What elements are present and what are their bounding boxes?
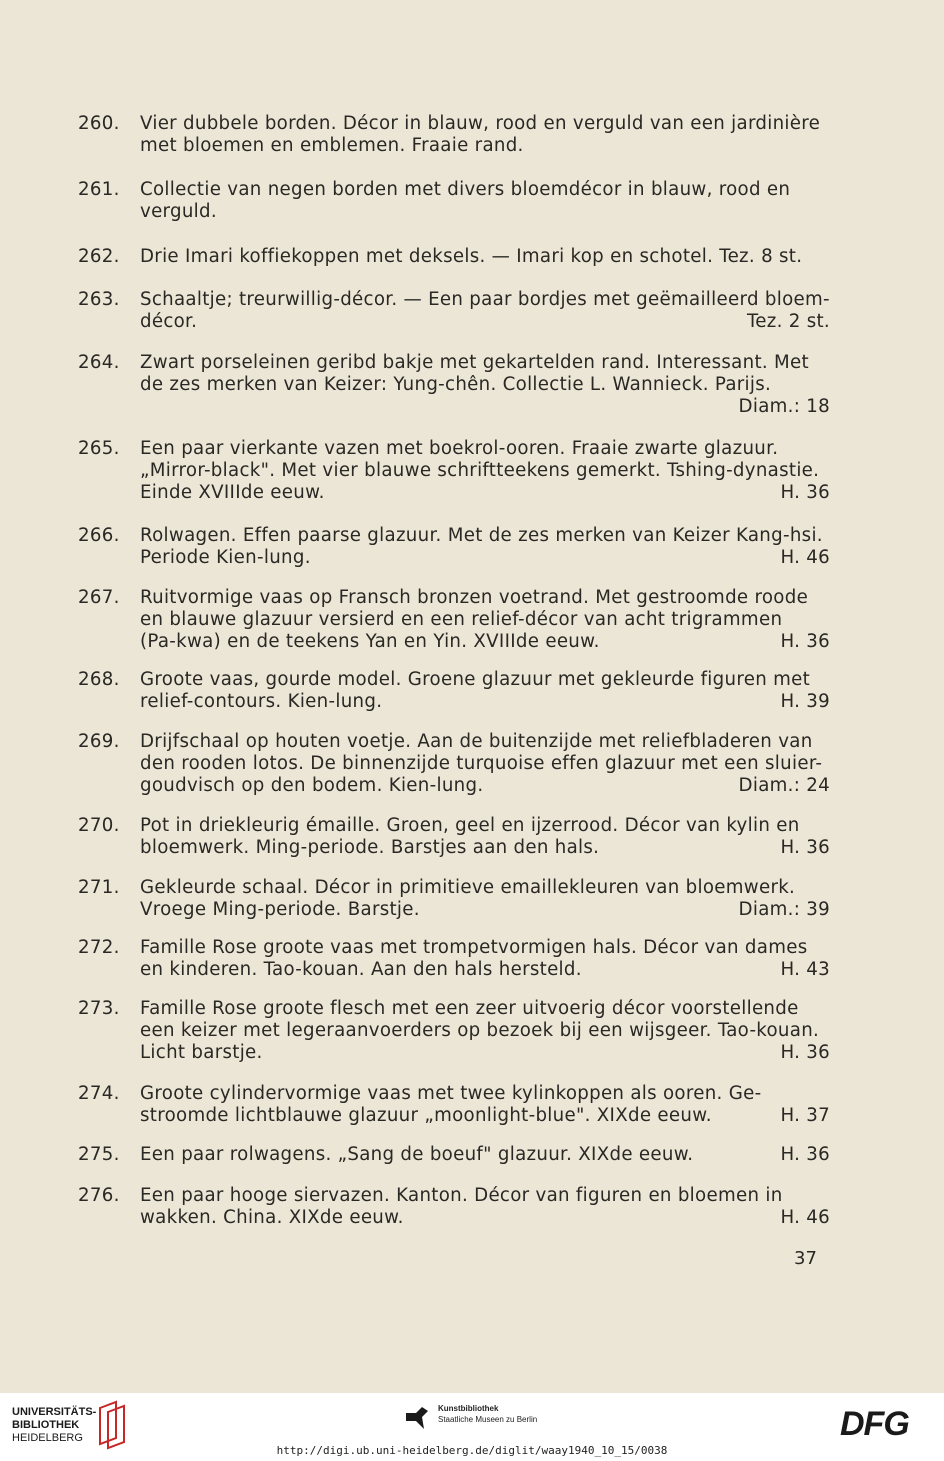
entry-number: 271. xyxy=(78,877,120,898)
entry-line: goudvisch op den bodem. Kien-lung. xyxy=(140,775,484,796)
entry-line: Famille Rose groote flesch met een zeer uitvoerig décor voorstellende xyxy=(140,998,799,1019)
entry-number: 274. xyxy=(78,1083,120,1104)
entry-description xyxy=(140,113,838,157)
entry-line: en blauwe glazuur versierd en een relief-décor van acht trigrammen xyxy=(140,609,783,630)
entry-description xyxy=(140,877,838,921)
kb-subtitle: Staatliche Museen zu Berlin xyxy=(438,1415,538,1424)
entry-measurement: H. 39 xyxy=(780,691,830,712)
entry-number: 270. xyxy=(78,815,120,836)
entry-line: Vier dubbele borden. Décor in blauw, rood en verguld van een jardinière xyxy=(140,113,821,134)
entry-line: Collectie van negen borden met divers bloemdécor in blauw, rood en xyxy=(140,179,791,200)
entry-line: de zes merken van Keizer: Yung-chên. Collectie L. Wannieck. Parijs. xyxy=(140,374,772,395)
entry-description xyxy=(140,438,838,504)
entry-description xyxy=(140,587,838,653)
catalog-entry xyxy=(78,1083,838,1127)
entry-measurement: H. 36 xyxy=(780,1042,830,1063)
page-number: 37 xyxy=(794,1248,817,1269)
entry-description xyxy=(140,289,838,333)
kunstbibliothek-label[interactable] xyxy=(438,1403,537,1425)
entry-line: en kinderen. Tao-kouan. Aan den hals hersteld. xyxy=(140,959,582,980)
entry-line: Groote cylindervormige vaas met twee kylinkoppen als ooren. Ge- xyxy=(140,1083,762,1104)
ub-line-2: BIBLIOTHEK xyxy=(12,1419,80,1431)
catalog-entry xyxy=(78,289,838,333)
entry-line: Famille Rose groote vaas met trompetvormigen hals. Décor van dames xyxy=(140,937,808,958)
catalog-entry xyxy=(78,937,838,981)
entry-description xyxy=(140,937,838,981)
catalog-entry xyxy=(78,246,838,268)
entry-line: Zwart porseleinen geribd bakje met gekartelden rand. Interessant. Met xyxy=(140,352,809,373)
entry-line: décor. xyxy=(140,311,198,332)
entry-measurement: H. 36 xyxy=(780,1144,830,1165)
entry-measurement: Diam.: 24 xyxy=(738,775,830,796)
catalog-entry xyxy=(78,731,838,797)
entry-measurement: Tez. 2 st. xyxy=(746,311,830,332)
kunstbibliothek-logo-icon[interactable] xyxy=(404,1405,430,1431)
entry-line: Ruitvormige vaas op Fransch bronzen voetrand. Met gestroomde roode xyxy=(140,587,809,608)
ub-line-3: HEIDELBERG xyxy=(12,1432,83,1444)
catalog-entry xyxy=(78,1185,838,1229)
entry-line: Drie Imari koffiekoppen met deksels. — Imari kop en schotel. Tez. 8 st. xyxy=(140,246,803,267)
entry-number: 262. xyxy=(78,246,120,267)
entry-line: „Mirror-black". Met vier blauwe schriftteekens gemerkt. Tshing-dynastie. xyxy=(140,460,820,481)
entry-number: 273. xyxy=(78,998,120,1019)
catalog-entry xyxy=(78,438,838,504)
catalog-entry xyxy=(78,352,838,418)
entry-line: Schaaltje; treurwillig-décor. — Een paar bordjes met geëmailleerd bloem- xyxy=(140,289,830,310)
entry-line: Drijfschaal op houten voetje. Aan de buitenzijde met reliefbladeren van xyxy=(140,731,813,752)
entry-measurement: H. 46 xyxy=(780,547,830,568)
entry-measurement: H. 43 xyxy=(780,959,830,980)
catalog-entry xyxy=(78,179,838,223)
dfg-logo[interactable]: DFG xyxy=(840,1405,909,1443)
entry-number: 261. xyxy=(78,179,120,200)
entry-description xyxy=(140,731,838,797)
entry-description xyxy=(140,998,838,1064)
entry-line: stroomde lichtblauwe glazuur „moonlight-blue". XIXde eeuw. xyxy=(140,1105,712,1126)
catalog-entry xyxy=(78,669,838,713)
source-url[interactable]: http://digi.ub.uni-heidelberg.de/diglit/waay1940_10_15/0038 xyxy=(276,1444,668,1457)
entry-line: wakken. China. XIXde eeuw. xyxy=(140,1207,404,1228)
entry-description xyxy=(140,1185,838,1229)
entry-line: Groote vaas, gourde model. Groene glazuur met gekleurde figuren met xyxy=(140,669,811,690)
ub-logo-icon[interactable] xyxy=(96,1400,132,1450)
entry-number: 263. xyxy=(78,289,120,310)
entry-description xyxy=(140,1083,838,1127)
catalog-entry xyxy=(78,1144,838,1166)
entry-description xyxy=(140,1144,838,1166)
entry-number: 272. xyxy=(78,937,120,958)
entry-line: bloemwerk. Ming-periode. Barstjes aan den hals. xyxy=(140,837,600,858)
entry-line: Gekleurde schaal. Décor in primitieve emaillekleuren van bloemwerk. xyxy=(140,877,796,898)
entry-description xyxy=(140,669,838,713)
entry-measurement: H. 36 xyxy=(780,631,830,652)
entry-description xyxy=(140,179,838,223)
catalog-entry xyxy=(78,998,838,1064)
entry-line: (Pa-kwa) en de teekens Yan en Yin. XVIIIde eeuw. xyxy=(140,631,600,652)
entry-measurement: H. 46 xyxy=(780,1207,830,1228)
entry-measurement: Diam.: 18 xyxy=(738,396,830,417)
entry-measurement: H. 37 xyxy=(780,1105,830,1126)
entry-line: een keizer met legeraanvoerders op bezoek bij een wijsgeer. Tao-kouan. xyxy=(140,1020,820,1041)
ub-line-1: UNIVERSITÄTS- xyxy=(12,1406,97,1418)
entry-description xyxy=(140,815,838,859)
entry-line: Licht barstje. xyxy=(140,1042,263,1063)
entry-number: 267. xyxy=(78,587,120,608)
entry-line: relief-contours. Kien-lung. xyxy=(140,691,383,712)
catalog-entry xyxy=(78,587,838,653)
catalog-entry xyxy=(78,877,838,921)
entry-line: Pot in driekleurig émaille. Groen, geel en ijzerrood. Décor van kylin en xyxy=(140,815,800,836)
entry-line: Een paar hooge siervazen. Kanton. Décor van figuren en bloemen in xyxy=(140,1185,783,1206)
entry-number: 260. xyxy=(78,113,120,134)
entry-line: met bloemen en emblemen. Fraaie rand. xyxy=(140,135,524,156)
entry-description xyxy=(140,352,838,418)
catalog-entry xyxy=(78,113,838,157)
entry-line: Een paar rolwagens. „Sang de boeuf" glazuur. XIXde eeuw. xyxy=(140,1144,694,1165)
entry-measurement: Diam.: 39 xyxy=(738,899,830,920)
catalog-entry xyxy=(78,815,838,859)
entry-measurement: H. 36 xyxy=(780,837,830,858)
entry-number: 269. xyxy=(78,731,120,752)
kb-title: Kunstbibliothek xyxy=(438,1404,499,1413)
catalog-entry xyxy=(78,525,838,569)
entry-line: Vroege Ming-periode. Barstje. xyxy=(140,899,420,920)
entry-line: verguld. xyxy=(140,201,217,222)
entry-number: 266. xyxy=(78,525,120,546)
entry-line: den rooden lotos. De binnenzijde turquoise effen glazuur met een sluier- xyxy=(140,753,823,774)
entry-line: Periode Kien-lung. xyxy=(140,547,311,568)
entry-number: 265. xyxy=(78,438,120,459)
entry-number: 268. xyxy=(78,669,120,690)
entry-number: 275. xyxy=(78,1144,120,1165)
entry-line: Einde XVIIIde eeuw. xyxy=(140,482,325,503)
entry-description xyxy=(140,246,838,268)
entry-measurement: H. 36 xyxy=(780,482,830,503)
entry-line: Rolwagen. Effen paarse glazuur. Met de zes merken van Keizer Kang-hsi. xyxy=(140,525,823,546)
ub-heidelberg-label[interactable] xyxy=(12,1406,96,1445)
entry-number: 264. xyxy=(78,352,120,373)
entry-number: 276. xyxy=(78,1185,120,1206)
entry-description xyxy=(140,525,838,569)
entry-line: Een paar vierkante vazen met boekrol-ooren. Fraaie zwarte glazuur. xyxy=(140,438,779,459)
